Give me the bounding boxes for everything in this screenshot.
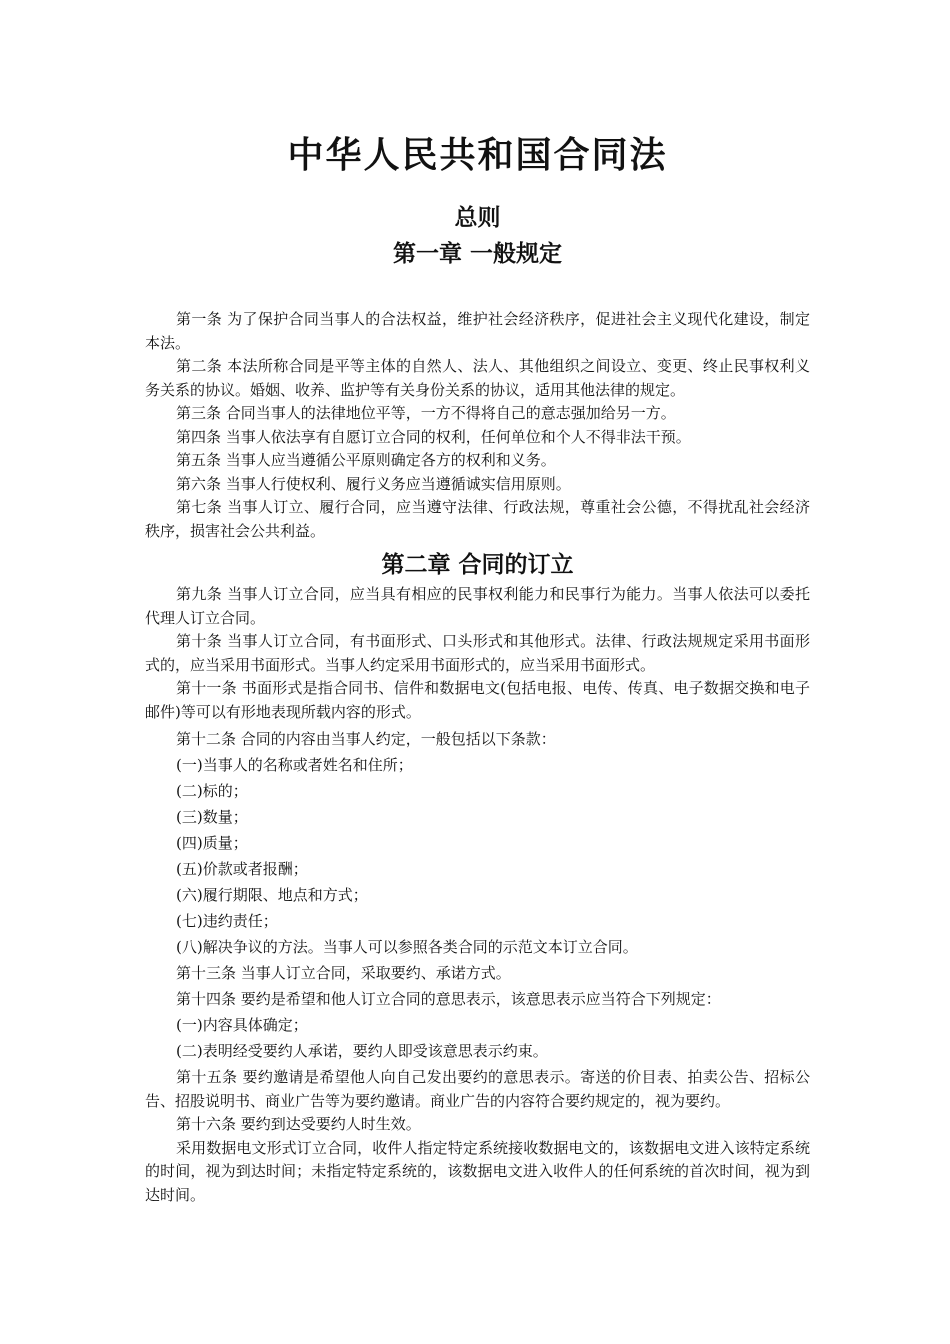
article-12-item: (一)当事人的名称或者姓名和住所； xyxy=(176,756,413,774)
part-title: 总则 xyxy=(454,204,501,231)
chapter-1-body xyxy=(145,308,810,543)
article-2: 第二条 本法所称合同是平等主体的自然人、法人、其他组织之间设立、变更、终止民事权利义务关系的协议。婚姻、收养、监护等有关身份关系的协议，适用其他法律的规定。 xyxy=(145,357,810,399)
article-6: 第六条 当事人行使权利、履行义务应当遵循诚实信用原则。 xyxy=(176,474,571,493)
article-12-item: (八)解决争议的方法。当事人可以参照各类合同的示范文本订立合同。 xyxy=(176,938,638,956)
article-12: 第十二条 合同的内容由当事人约定，一般包括以下条款： xyxy=(176,730,556,748)
article-14-item: (二)表明经受要约人承诺，要约人即受该意思表示约束。 xyxy=(176,1042,548,1060)
article-14-item: (一)内容具体确定； xyxy=(176,1016,308,1034)
article-5: 第五条 当事人应当遵循公平原则确定各方的权利和义务。 xyxy=(176,451,556,469)
article-10: 第十条 当事人订立合同，有书面形式、口头形式和其他形式。法律、行政法规规定采用书面形式的，应当采用书面形式。当事人约定采用书面形式的，应当采用书面形式。 xyxy=(145,632,810,674)
article-4: 第四条 当事人依法享有自愿订立合同的权利，任何单位和个人不得非法干预。 xyxy=(176,427,691,446)
article-12-item: (二)标的； xyxy=(176,782,248,800)
chapter-2-title: 第二章 合同的订立 xyxy=(381,551,574,578)
article-1: 第一条 为了保护合同当事人的合法权益，维护社会经济秩序，促进社会主义现代化建设，制定本法。 xyxy=(145,310,810,352)
article-13: 第十三条 当事人订立合同，采取要约、承诺方式。 xyxy=(176,964,511,982)
article-7: 第七条 当事人订立、履行合同，应当遵守法律、行政法规，尊重社会公德，不得扰乱社会经济秩序，损害社会公共利益。 xyxy=(145,498,810,540)
chapter-2-body xyxy=(145,583,810,1207)
article-12-item: (七)违约责任； xyxy=(176,912,278,930)
article-12-item: (四)质量； xyxy=(176,834,248,852)
article-14: 第十四条 要约是希望和他人订立合同的意思表示，该意思表示应当符合下列规定： xyxy=(176,990,721,1008)
article-9: 第九条 当事人订立合同，应当具有相应的民事权利能力和民事行为能力。当事人依法可以委托代理人订立合同。 xyxy=(145,585,810,627)
article-16-paragraph: 采用数据电文形式订立合同，收件人指定特定系统接收数据电文的，该数据电文进入该特定系统的时间，视为到达时间；未指定特定系统的，该数据电文进入收件人的任何系统的首次时间，视为到达时间。 xyxy=(145,1138,810,1204)
article-11: 第十一条 书面形式是指合同书、信件和数据电文(包括电报、电传、传真、电子数据交换和电子邮件)等可以有形地表现所载内容的形式。 xyxy=(145,679,810,721)
article-3: 第三条 合同当事人的法律地位平等，一方不得将自己的意志强加给另一方。 xyxy=(176,404,676,422)
article-15: 第十五条 要约邀请是希望他人向自己发出要约的意思表示。寄送的价目表、拍卖公告、招标公告、招股说明书、商业广告等为要约邀请。商业广告的内容符合要约规定的，视为要约。 xyxy=(145,1068,810,1110)
document-page xyxy=(145,130,810,1207)
chapter-1-title: 第一章 一般规定 xyxy=(392,240,562,267)
article-12-item: (六)履行期限、地点和方式； xyxy=(176,886,368,904)
article-12-item: (三)数量； xyxy=(176,808,248,826)
article-12-item: (五)价款或者报酬； xyxy=(176,860,308,878)
article-16: 第十六条 要约到达受要约人时生效。 xyxy=(176,1115,421,1133)
document-title: 中华人民共和国合同法 xyxy=(287,134,668,176)
